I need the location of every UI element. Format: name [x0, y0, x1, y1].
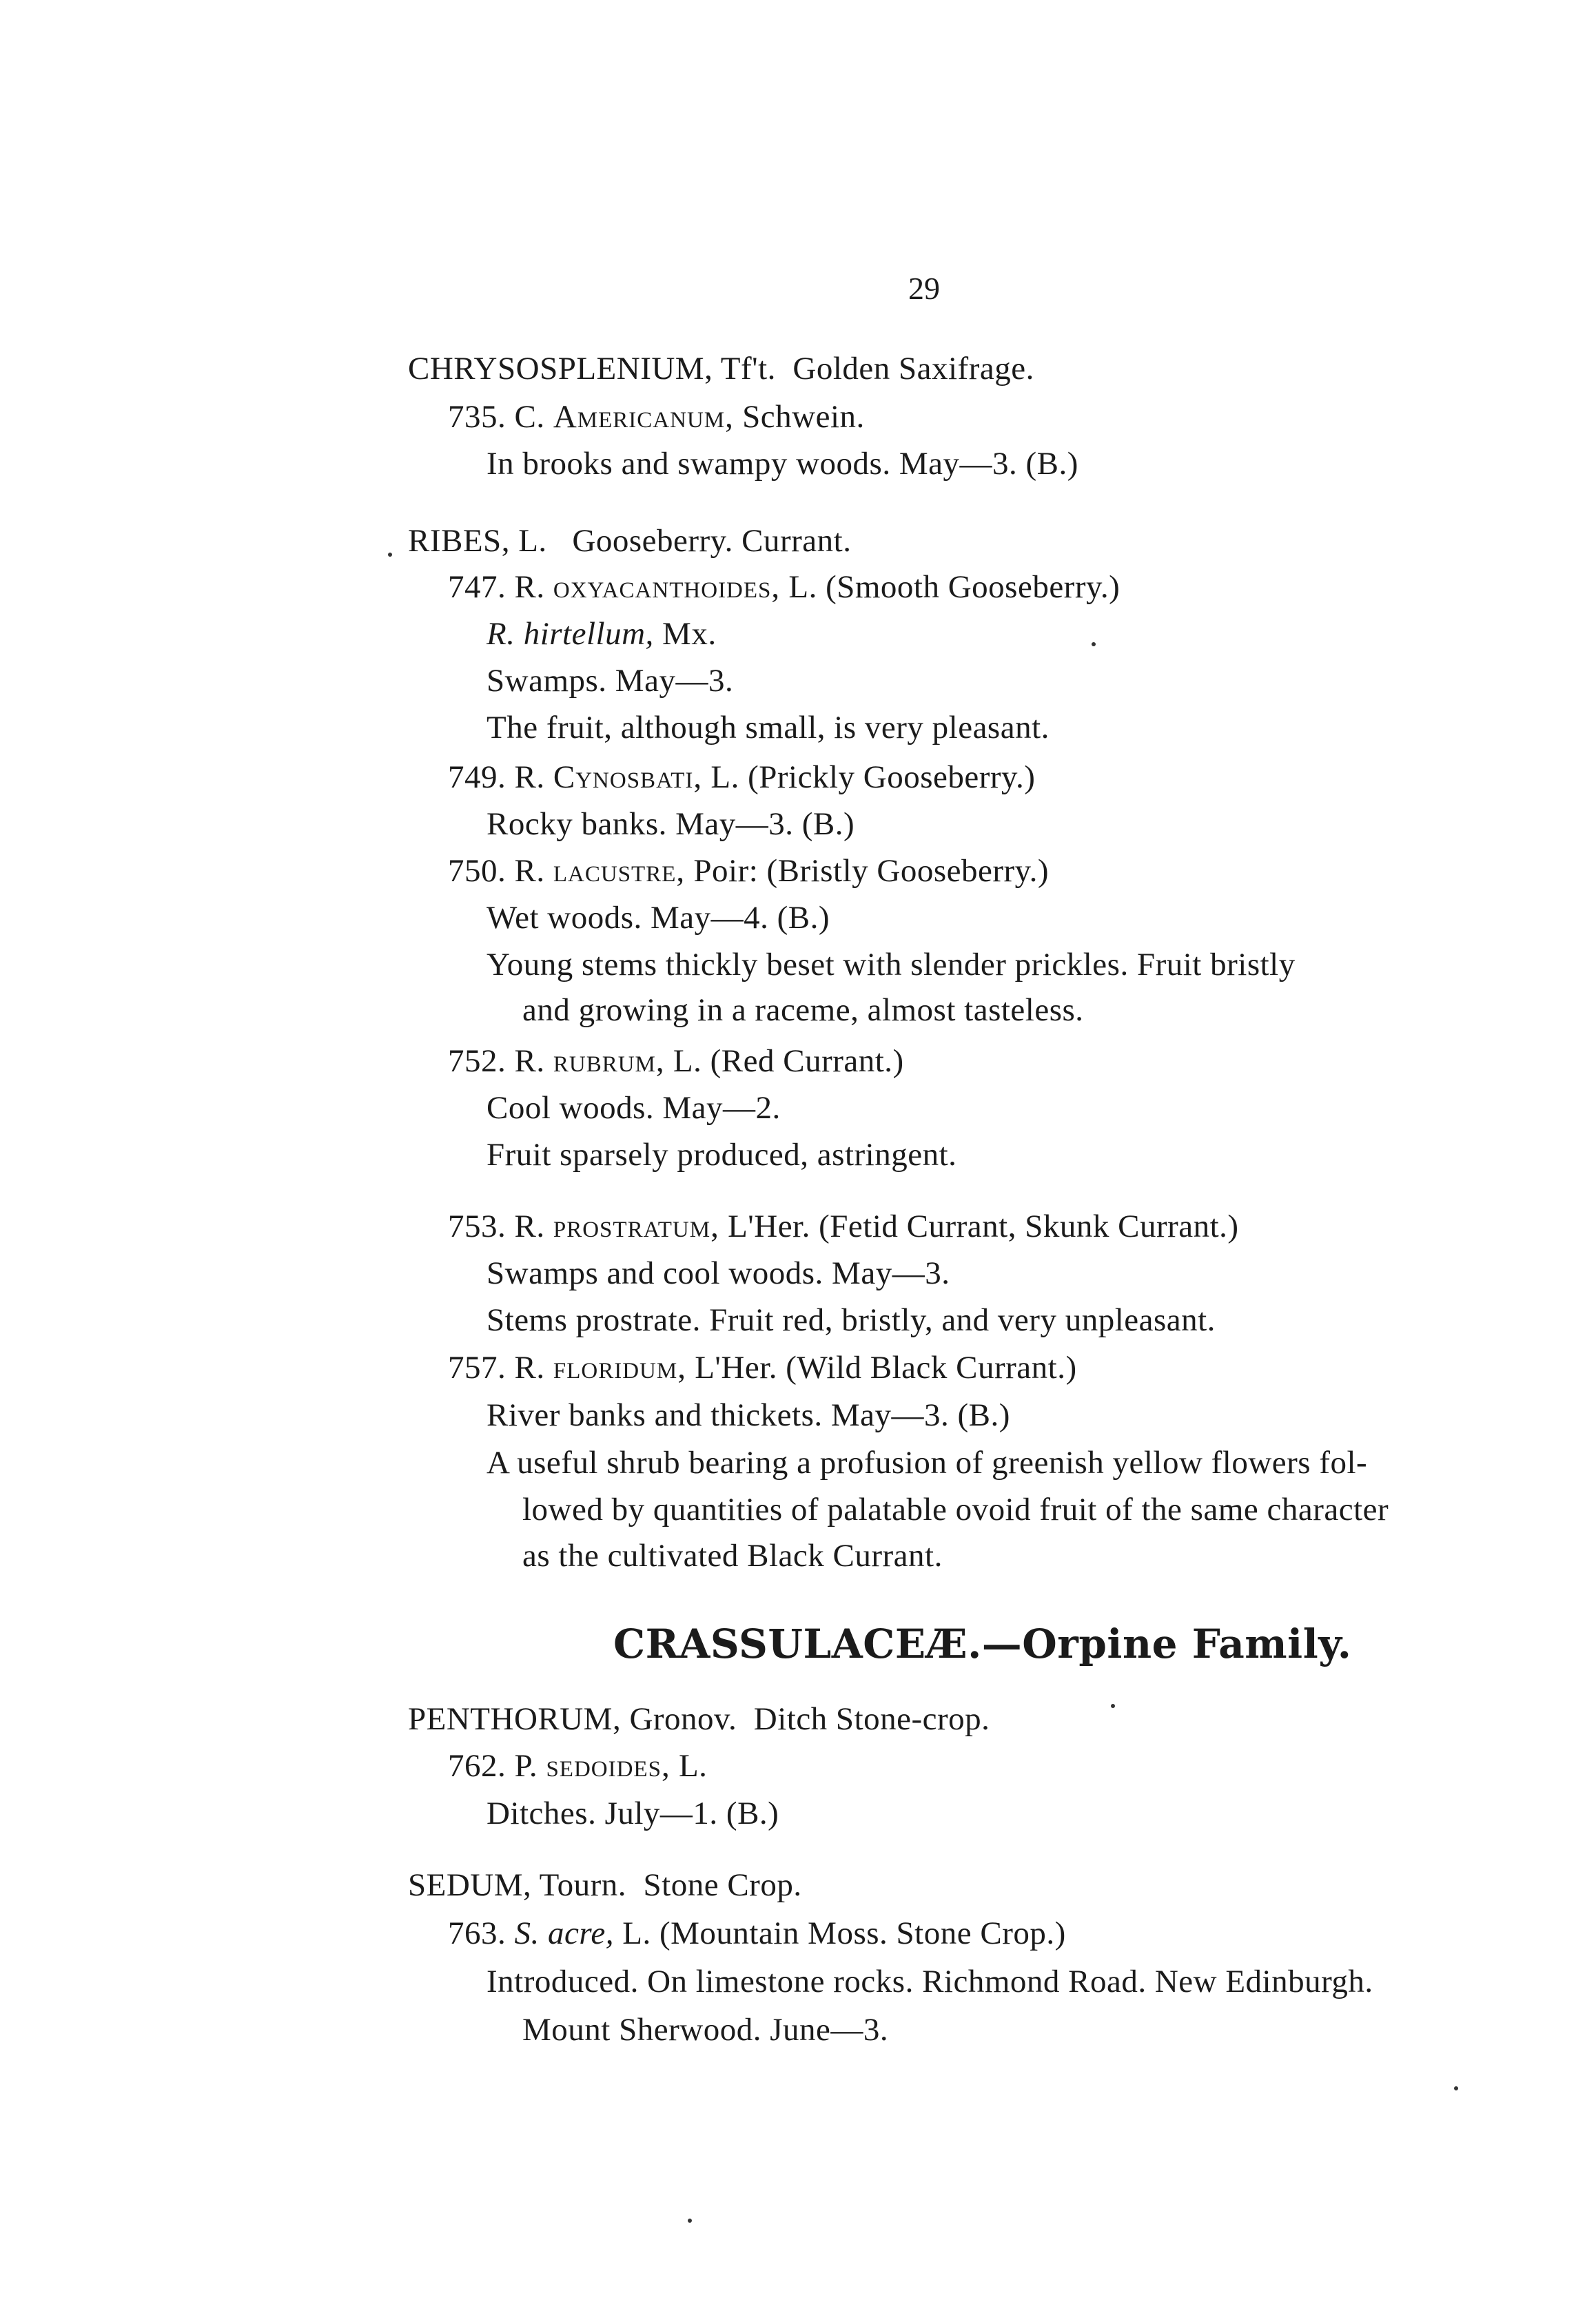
species-name: Americanum, — [553, 399, 734, 435]
species-name: S. acre, — [514, 1915, 615, 1951]
species-757-note-cont: lowed by quantities of palatable ovoid fruit of the same character — [522, 1492, 1389, 1528]
genus-name: PENTHORUM, Gronov. — [408, 1701, 737, 1737]
species-name: Cynosbati, — [553, 759, 703, 795]
species-752-note: Fruit sparsely produced, astringent. — [487, 1137, 957, 1173]
genus-sedum — [408, 1864, 802, 1906]
genus-name: SEDUM, Tourn. — [408, 1867, 627, 1903]
species-750-habitat: Wet woods. May—4. (B.) — [487, 900, 830, 936]
genus-penthorum — [408, 1698, 990, 1740]
common-name: Stone Crop. — [643, 1867, 802, 1903]
species-757: 757. R. floridum, L'Her. (Wild Black Currant.) — [448, 1350, 1077, 1386]
species-753: 753. R. prostratum, L'Her. (Fetid Currant, Skunk Currant.) — [448, 1209, 1239, 1244]
species-752: 752. R. rubrum, L. (Red Currant.) — [448, 1043, 904, 1079]
species-757-habitat: River banks and thickets. May—3. (B.) — [487, 1397, 1010, 1433]
species-name: sedoides, — [546, 1748, 671, 1784]
species-name: oxyacanthoides, — [553, 569, 781, 605]
species-763: 763. S. acre, L. (Mountain Moss. Stone Crop.) — [448, 1915, 1066, 1951]
species-757-note-cont: as the cultivated Black Currant. — [522, 1538, 943, 1574]
species-753-note: Stems prostrate. Fruit red, bristly, and very unpleasant. — [487, 1302, 1216, 1338]
species-747-synonym: R. hirtellum, Mx. — [487, 616, 717, 652]
genus-name: CHRYSOSPLENIUM, Tf't. — [408, 351, 776, 387]
family-heading: CRASSULACEÆ.—Orpine Family. — [613, 1621, 1352, 1667]
genus-ribes — [408, 520, 851, 562]
species-name: prostratum, — [553, 1209, 719, 1244]
species-753-habitat: Swamps and cool woods. May—3. — [487, 1255, 950, 1291]
species-name: floridum, — [553, 1350, 686, 1386]
common-name: Golden Saxifrage. — [792, 351, 1034, 387]
print-speck — [1454, 2086, 1458, 2090]
species-749: 749. R. Cynosbati, L. (Prickly Gooseberry.) — [448, 759, 1036, 795]
species-762: 762. P. sedoides, L. — [448, 1748, 708, 1784]
species-750: 750. R. lacustre, Poir: (Bristly Gooseberry.) — [448, 853, 1050, 889]
species-749-habitat: Rocky banks. May—3. (B.) — [487, 806, 855, 842]
species-747-habitat: Swamps. May—3. — [487, 663, 734, 699]
species-735-note: In brooks and swampy woods. May—3. (B.) — [487, 446, 1078, 482]
species-752-habitat: Cool woods. May—2. — [487, 1090, 781, 1126]
species-763-note-cont: Mount Sherwood. June—3. — [522, 2012, 889, 2048]
species-name: rubrum, — [553, 1043, 665, 1079]
species-name: lacustre, — [553, 853, 686, 889]
species-763-note: Introduced. On limestone rocks. Richmond Road. New Edinburgh. — [487, 1964, 1373, 1999]
genus-name: RIBES, L. — [408, 523, 547, 559]
print-speck — [388, 553, 392, 557]
print-speck — [688, 2219, 692, 2223]
species-747: 747. R. oxyacanthoides, L. (Smooth Gooseberry.) — [448, 569, 1120, 605]
species-762-habitat: Ditches. July—1. (B.) — [487, 1796, 779, 1831]
species-750-note-cont: and growing in a raceme, almost tasteless. — [522, 992, 1084, 1028]
species-757-note: A useful shrub bearing a profusion of greenish yellow flowers fol- — [487, 1445, 1368, 1481]
common-name: Ditch Stone-crop. — [753, 1701, 990, 1737]
page-number: 29 — [908, 271, 940, 306]
genus-chrysosplenium — [408, 348, 1034, 389]
common-name: Gooseberry. Currant. — [572, 523, 852, 559]
print-speck — [1092, 642, 1096, 646]
species-747-note: The fruit, although small, is very pleasant. — [487, 710, 1050, 745]
species-735: 735. C. Americanum, Schwein. — [448, 399, 865, 435]
species-750-note: Young stems thickly beset with slender prickles. Fruit bristly — [487, 947, 1296, 983]
print-speck — [1111, 1704, 1115, 1708]
